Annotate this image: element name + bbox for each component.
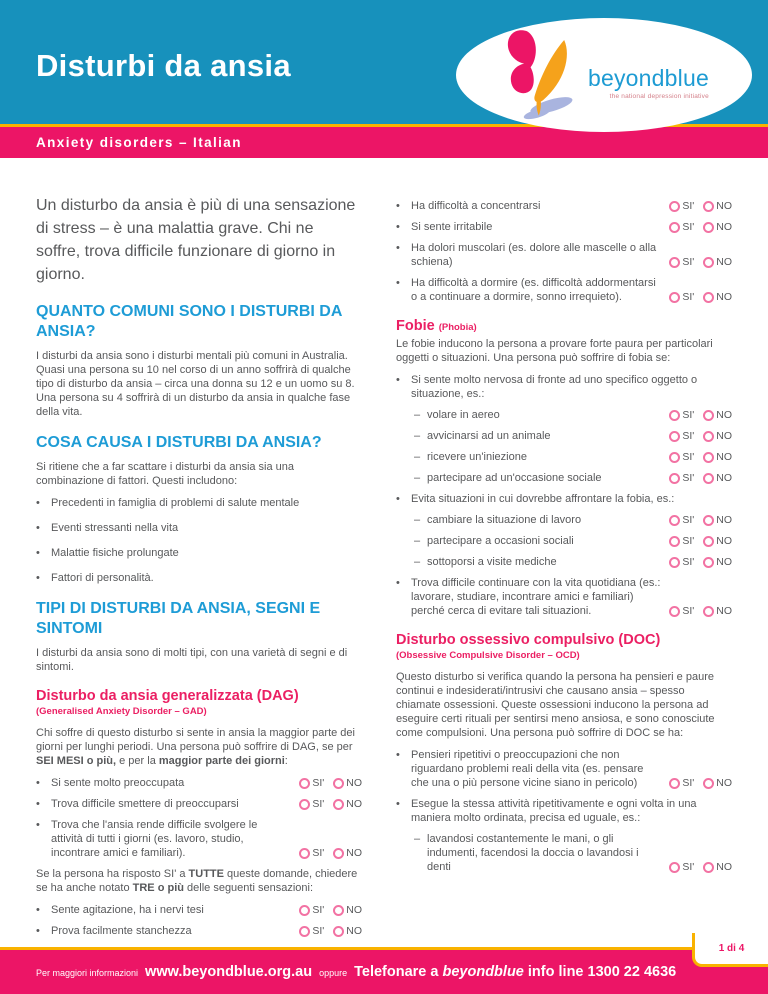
no-radio[interactable] bbox=[703, 606, 714, 617]
question-text: volare in aereo bbox=[427, 409, 500, 421]
types-body: I disturbi da ansia sono di molti tipi, con una varietà di segni e di sintomi. bbox=[36, 647, 348, 673]
no-label: NO bbox=[716, 535, 732, 547]
question-row bbox=[396, 748, 732, 790]
left-column bbox=[36, 194, 362, 945]
yes-label: SI' bbox=[682, 514, 695, 526]
no-label: NO bbox=[346, 847, 362, 859]
question-row bbox=[396, 220, 732, 234]
yes-radio[interactable] bbox=[299, 799, 310, 810]
no-label: NO bbox=[346, 798, 362, 810]
question-group-label bbox=[396, 492, 732, 506]
yes-no-group bbox=[669, 199, 732, 213]
yes-label: SI' bbox=[682, 221, 695, 233]
no-radio[interactable] bbox=[703, 515, 714, 526]
yes-radio[interactable] bbox=[669, 431, 680, 442]
no-radio[interactable] bbox=[703, 473, 714, 484]
question-text: Prova facilmente stanchezza bbox=[51, 925, 192, 937]
yes-no-group bbox=[669, 555, 732, 569]
right-column bbox=[396, 194, 732, 945]
no-label: NO bbox=[716, 409, 732, 421]
no-label: NO bbox=[716, 605, 732, 617]
question-text: Trova difficile continuare con la vita quotidiana (es.: lavorare, studiare, incontrare amici e familiari) perché cerca di evitare tali situazioni. bbox=[411, 577, 661, 617]
question-row bbox=[396, 576, 732, 618]
question-group-label bbox=[396, 373, 732, 401]
yes-radio[interactable] bbox=[669, 862, 680, 873]
yes-no-group bbox=[669, 604, 732, 618]
yes-no-group bbox=[669, 534, 732, 548]
phobia-body: Le fobie inducono la persona a provare forte paura per particolari oggetti o situazioni. Una persona può soffrire di fobia se: bbox=[396, 338, 713, 364]
footer bbox=[0, 943, 768, 994]
bullet-marker: • bbox=[36, 522, 40, 534]
yes-label: SI' bbox=[682, 556, 695, 568]
logo-tagline: the national depression initiative bbox=[609, 92, 709, 100]
no-radio[interactable] bbox=[703, 257, 714, 268]
no-label: NO bbox=[716, 451, 732, 463]
section-heading-types: TIPI DI DISTURBI DA ANSIA, SEGNI E SINTOMI bbox=[36, 600, 321, 637]
bullet-marker: • bbox=[396, 577, 400, 589]
yes-label: SI' bbox=[682, 409, 695, 421]
question-text: partecipare ad un'occasione sociale bbox=[427, 472, 602, 484]
gad-followup bbox=[36, 867, 362, 895]
how-common-body: I disturbi da ansia sono i disturbi mentali più comuni in Australia. Quasi una persona su 10 nel corso di un anno soffrirà di qualche tipo di disturbo da ansia – circa una donna su 12 e un uomo su 8. Una persona su 4 soffrirà di un disturbo da ansia in qualche fase della vita. bbox=[36, 350, 355, 418]
phobia-heading bbox=[396, 318, 732, 336]
no-label: NO bbox=[346, 925, 362, 937]
language-band bbox=[0, 124, 768, 158]
page-number: 1 di 4 bbox=[718, 943, 745, 954]
dash-marker: – bbox=[414, 472, 421, 484]
page-title: Disturbi da ansia bbox=[36, 48, 291, 83]
question-text: Pensieri ripetitivi o preoccupazioni che non riguardano problemi reali della vita (es. pensare che una o più persone vicine siano in pericolo) bbox=[411, 749, 644, 789]
no-radio[interactable] bbox=[703, 292, 714, 303]
yes-label: SI' bbox=[682, 861, 695, 873]
yes-label: SI' bbox=[682, 430, 695, 442]
no-radio[interactable] bbox=[703, 452, 714, 463]
bullet-marker: • bbox=[36, 925, 40, 937]
text-segment: queste domande, chiedere se ha anche notato bbox=[36, 868, 358, 894]
yes-no-group bbox=[299, 924, 362, 938]
dash-marker: – bbox=[414, 535, 421, 547]
list-item-text: Precedenti in famiglia di problemi di salute mentale bbox=[51, 497, 300, 509]
yes-no-group bbox=[669, 450, 732, 464]
yes-no-group bbox=[669, 290, 732, 304]
phone-number: info line 1300 22 4636 bbox=[527, 964, 677, 980]
no-radio[interactable] bbox=[703, 410, 714, 421]
yes-radio[interactable] bbox=[669, 222, 680, 233]
language-band-label: Anxiety disorders – Italian bbox=[36, 135, 242, 150]
footer-or: oppure bbox=[319, 968, 348, 978]
yes-no-group bbox=[299, 846, 362, 860]
yes-label: SI' bbox=[682, 200, 695, 212]
bullet-marker: • bbox=[36, 777, 40, 789]
header bbox=[0, 0, 768, 124]
question-group-label bbox=[396, 797, 732, 825]
group-label-text: Esegue la stessa attività ripetitivamente e ogni volta in una maniera molto ordinata, precisa ed uguale, es.: bbox=[411, 798, 697, 824]
yes-radio[interactable] bbox=[669, 557, 680, 568]
question-row bbox=[396, 276, 732, 304]
list-item bbox=[36, 546, 362, 560]
text-segment-bold: SEI MESI o più, bbox=[36, 755, 117, 767]
yes-no-group bbox=[669, 513, 732, 527]
ocd-body: Questo disturbo si verifica quando la persona ha pensieri e paure continui e indesiderati/intrusivi che causano ansia – spesso chiamate ossessioni. Queste ossessioni inducono la persona ad eseguire certi rituali per sentirsi meno ansiosa, e sono conosciute come compulsioni. Una persona può soffrire di DOC se ha: bbox=[396, 671, 715, 739]
sub-question-row bbox=[396, 832, 732, 874]
dash-marker: – bbox=[414, 833, 421, 845]
phobia-heading-main: Fobie bbox=[396, 318, 435, 334]
beyondblue-logo bbox=[456, 18, 752, 132]
no-radio[interactable] bbox=[333, 778, 344, 789]
list-item-text: Malattie fisiche prolungate bbox=[51, 547, 179, 559]
bullet-marker: • bbox=[396, 200, 400, 212]
question-row bbox=[396, 241, 732, 269]
question-text: ricevere un'iniezione bbox=[427, 451, 527, 463]
no-label: NO bbox=[716, 256, 732, 268]
yes-label: SI' bbox=[682, 291, 695, 303]
dash-marker: – bbox=[414, 451, 421, 463]
gad-heading: Disturbo da ansia generalizzata (DAG) bbox=[36, 688, 299, 704]
yes-radio[interactable] bbox=[669, 473, 680, 484]
no-label: NO bbox=[716, 221, 732, 233]
question-text: lavandosi costantemente le mani, o gli indumenti, facendosi la doccia o lavandosi i denti bbox=[427, 833, 639, 873]
no-label: NO bbox=[346, 904, 362, 916]
yes-radio[interactable] bbox=[299, 905, 310, 916]
gad-intro bbox=[36, 726, 362, 768]
no-label: NO bbox=[346, 777, 362, 789]
list-item-text: Eventi stressanti nella vita bbox=[51, 522, 179, 534]
no-label: NO bbox=[716, 861, 732, 873]
bullet-marker: • bbox=[36, 904, 40, 916]
yes-radio[interactable] bbox=[669, 201, 680, 212]
logo-wordmark: beyondblue bbox=[588, 64, 709, 91]
yes-label: SI' bbox=[682, 535, 695, 547]
question-text: cambiare la situazione di lavoro bbox=[427, 514, 582, 526]
question-row bbox=[36, 797, 362, 811]
phone-prefix: Telefonare a bbox=[354, 964, 439, 980]
no-label: NO bbox=[716, 472, 732, 484]
yes-no-group bbox=[669, 255, 732, 269]
section-heading-how-common: QUANTO COMUNI SONO I DISTURBI DA ANSIA? bbox=[36, 303, 342, 340]
question-text: Ha dolori muscolari (es. dolore alle mascelle o alla schiena) bbox=[411, 242, 657, 268]
bullet-marker: • bbox=[36, 798, 40, 810]
question-text: Ha difficoltà a concentrarsi bbox=[411, 200, 541, 212]
yes-radio[interactable] bbox=[669, 410, 680, 421]
yes-no-group bbox=[669, 471, 732, 485]
question-text: Sente agitazione, ha i nervi tesi bbox=[51, 904, 204, 916]
yes-label: SI' bbox=[682, 451, 695, 463]
butterfly-icon bbox=[486, 25, 586, 125]
text-segment: delle seguenti sensazioni: bbox=[183, 882, 313, 894]
question-text: Trova che l'ansia rende difficile svolgere le attività di tutti i giorni (es. lavoro, studio, incontrare amici e familiari). bbox=[51, 819, 258, 859]
question-text: avvicinarsi ad un animale bbox=[427, 430, 551, 442]
list-item-text: Fattori di personalità. bbox=[51, 572, 154, 584]
bullet-marker: • bbox=[396, 242, 400, 254]
text-segment-bold: TRE o più bbox=[132, 882, 184, 894]
intro-paragraph: Un disturbo da ansia è più di una sensazione di stress – è una malattia grave. Chi ne soffre, trova difficile funzionare di giorno in giorno. bbox=[36, 197, 356, 283]
list-item bbox=[36, 571, 362, 585]
dash-marker: – bbox=[414, 556, 421, 568]
sub-question-row bbox=[396, 471, 732, 485]
bullet-marker: • bbox=[36, 572, 40, 584]
footer-phone bbox=[354, 964, 676, 980]
no-label: NO bbox=[716, 200, 732, 212]
yes-label: SI' bbox=[682, 777, 695, 789]
text-segment: Se la persona ha risposto SI' a bbox=[36, 868, 189, 880]
bullet-marker: • bbox=[36, 819, 40, 831]
list-item bbox=[36, 521, 362, 535]
sub-question-row bbox=[396, 408, 732, 422]
yes-label: SI' bbox=[312, 847, 325, 859]
ocd-heading: Disturbo ossessivo compulsivo (DOC) bbox=[396, 632, 661, 648]
question-row bbox=[36, 818, 362, 860]
yes-label: SI' bbox=[682, 605, 695, 617]
no-label: NO bbox=[716, 291, 732, 303]
causes-body: Si ritiene che a far scattare i disturbi da ansia sia una combinazione di fattori. Questi includono: bbox=[36, 461, 295, 487]
dash-marker: – bbox=[414, 514, 421, 526]
yes-no-group bbox=[669, 429, 732, 443]
sub-question-row bbox=[396, 513, 732, 527]
text-segment-bold: maggior parte dei giorni bbox=[158, 755, 285, 767]
bullet-marker: • bbox=[396, 798, 400, 810]
footer-bar bbox=[0, 947, 768, 994]
no-label: NO bbox=[716, 556, 732, 568]
no-radio[interactable] bbox=[703, 862, 714, 873]
causes-list bbox=[36, 496, 362, 585]
text-segment: e per la bbox=[116, 755, 159, 767]
content bbox=[0, 158, 768, 945]
yes-radio[interactable] bbox=[669, 536, 680, 547]
yes-no-group bbox=[669, 776, 732, 790]
yes-radio[interactable] bbox=[669, 515, 680, 526]
yes-radio[interactable] bbox=[669, 292, 680, 303]
logo-text bbox=[588, 65, 709, 100]
sub-question-row bbox=[396, 450, 732, 464]
no-label: NO bbox=[716, 514, 732, 526]
yes-label: SI' bbox=[312, 798, 325, 810]
question-text: Trova difficile smettere di preoccuparsi bbox=[51, 798, 239, 810]
list-item bbox=[36, 496, 362, 510]
question-text: partecipare a occasioni sociali bbox=[427, 535, 574, 547]
no-radio[interactable] bbox=[333, 848, 344, 859]
sub-question-row bbox=[396, 534, 732, 548]
no-radio[interactable] bbox=[333, 799, 344, 810]
bullet-marker: • bbox=[396, 374, 400, 386]
group-label-text: Si sente molto nervosa di fronte ad uno specifico oggetto o situazione, es.: bbox=[411, 374, 698, 400]
no-label: NO bbox=[716, 430, 732, 442]
text-segment: Chi soffre di questo disturbo si sente in ansia la maggior parte dei giorni per lunghi periodi. Una persona può soffrire di DAG, se per bbox=[36, 727, 355, 753]
yes-radio[interactable] bbox=[669, 778, 680, 789]
sub-question-row bbox=[396, 429, 732, 443]
no-radio[interactable] bbox=[703, 431, 714, 442]
yes-no-group bbox=[299, 776, 362, 790]
no-radio[interactable] bbox=[703, 536, 714, 547]
group-label-text: Evita situazioni in cui dovrebbe affrontare la fobia, es.: bbox=[411, 493, 675, 505]
yes-label: SI' bbox=[312, 904, 325, 916]
sub-question-row bbox=[396, 555, 732, 569]
yes-radio[interactable] bbox=[669, 452, 680, 463]
yes-no-group bbox=[669, 220, 732, 234]
yes-no-group bbox=[669, 408, 732, 422]
no-label: NO bbox=[716, 777, 732, 789]
yes-label: SI' bbox=[312, 777, 325, 789]
no-radio[interactable] bbox=[703, 778, 714, 789]
dash-marker: – bbox=[414, 430, 421, 442]
yes-label: SI' bbox=[682, 472, 695, 484]
bullet-marker: • bbox=[36, 497, 40, 509]
ocd-subheading: (Obsessive Compulsive Disorder – OCD) bbox=[396, 650, 580, 661]
no-radio[interactable] bbox=[703, 222, 714, 233]
phobia-heading-english: (Phobia) bbox=[438, 322, 477, 333]
dash-marker: – bbox=[414, 409, 421, 421]
no-radio[interactable] bbox=[333, 905, 344, 916]
text-segment-bold: TUTTE bbox=[188, 868, 224, 880]
bullet-marker: • bbox=[396, 493, 400, 505]
question-text: Ha difficoltà a dormire (es. difficoltà addormentarsi o a continuare a dormire, sonno irrequieto). bbox=[411, 277, 656, 303]
yes-label: SI' bbox=[682, 256, 695, 268]
question-row bbox=[36, 924, 362, 938]
question-row bbox=[36, 776, 362, 790]
yes-radio[interactable] bbox=[669, 257, 680, 268]
yes-radio[interactable] bbox=[669, 606, 680, 617]
question-text: Si sente irritabile bbox=[411, 221, 493, 233]
yes-no-group bbox=[669, 860, 732, 874]
phone-brand: beyondblue bbox=[442, 964, 524, 980]
yes-radio[interactable] bbox=[299, 778, 310, 789]
yes-no-group bbox=[299, 797, 362, 811]
gad-subheading: (Generalised Anxiety Disorder – GAD) bbox=[36, 706, 207, 717]
no-radio[interactable] bbox=[333, 926, 344, 937]
yes-radio[interactable] bbox=[299, 926, 310, 937]
yes-no-group bbox=[299, 903, 362, 917]
footer-info-prefix: Per maggiori informazioni bbox=[36, 968, 139, 978]
bullet-marker: • bbox=[396, 277, 400, 289]
yes-label: SI' bbox=[312, 925, 325, 937]
bullet-marker: • bbox=[396, 749, 400, 761]
question-text: sottoporsi a visite mediche bbox=[427, 556, 557, 568]
no-radio[interactable] bbox=[703, 557, 714, 568]
bullet-marker: • bbox=[36, 547, 40, 559]
no-radio[interactable] bbox=[703, 201, 714, 212]
question-row bbox=[36, 903, 362, 917]
text-segment: : bbox=[284, 755, 288, 767]
question-row bbox=[396, 199, 732, 213]
yes-radio[interactable] bbox=[299, 848, 310, 859]
bullet-marker: • bbox=[396, 221, 400, 233]
page-number-tab bbox=[692, 933, 768, 967]
website-link[interactable]: www.beyondblue.org.au bbox=[145, 964, 313, 980]
section-heading-causes: COSA CAUSA I DISTURBI DA ANSIA? bbox=[36, 434, 322, 451]
question-text: Si sente molto preoccupata bbox=[51, 777, 185, 789]
